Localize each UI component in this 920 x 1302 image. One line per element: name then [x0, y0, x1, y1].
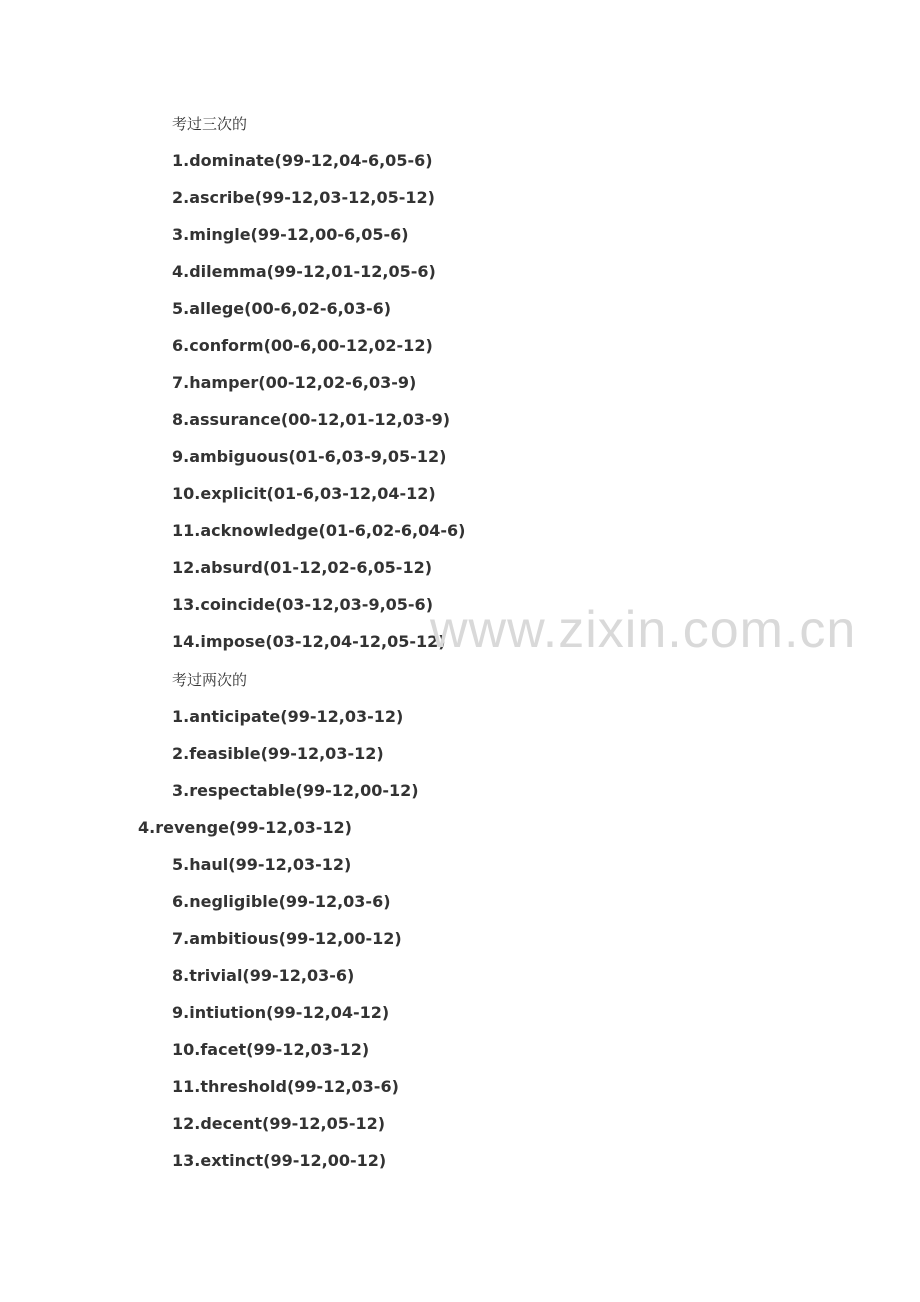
- word-item: 9.ambiguous(01-6,03-9,05-12): [172, 447, 447, 466]
- word-item: 2.ascribe(99-12,03-12,05-12): [172, 188, 435, 207]
- word-item: 1.dominate(99-12,04-6,05-6): [172, 151, 433, 170]
- watermark: www.zixin.com.cn: [430, 601, 857, 659]
- word-item: 6.negligible(99-12,03-6): [172, 892, 391, 911]
- section-heading-two-times: 考过两次的: [172, 671, 248, 689]
- word-item: 14.impose(03-12,04-12,05-12): [172, 632, 446, 651]
- section-heading-three-times: 考过三次的: [172, 115, 248, 133]
- word-item: 8.assurance(00-12,01-12,03-9): [172, 410, 451, 429]
- word-item: 6.conform(00-6,00-12,02-12): [172, 336, 433, 355]
- word-item: 5.allege(00-6,02-6,03-6): [172, 299, 392, 318]
- word-item: 12.decent(99-12,05-12): [172, 1114, 386, 1133]
- word-item: 12.absurd(01-12,02-6,05-12): [172, 558, 433, 577]
- word-item: 7.hamper(00-12,02-6,03-9): [172, 373, 417, 392]
- word-item: 13.coincide(03-12,03-9,05-6): [172, 595, 433, 614]
- word-item: 3.respectable(99-12,00-12): [172, 781, 419, 800]
- word-item: 2.feasible(99-12,03-12): [172, 744, 384, 763]
- word-item: 10.explicit(01-6,03-12,04-12): [172, 484, 436, 503]
- word-item: 13.extinct(99-12,00-12): [172, 1151, 387, 1170]
- word-item: 4.revenge(99-12,03-12): [138, 818, 352, 837]
- word-item: 11.acknowledge(01-6,02-6,04-6): [172, 521, 466, 540]
- word-item: 4.dilemma(99-12,01-12,05-6): [172, 262, 436, 281]
- word-item: 10.facet(99-12,03-12): [172, 1040, 370, 1059]
- word-item: 3.mingle(99-12,00-6,05-6): [172, 225, 409, 244]
- word-item: 9.intiution(99-12,04-12): [172, 1003, 390, 1022]
- word-item: 8.trivial(99-12,03-6): [172, 966, 355, 985]
- word-item: 7.ambitious(99-12,00-12): [172, 929, 402, 948]
- word-item: 1.anticipate(99-12,03-12): [172, 707, 404, 726]
- word-item: 5.haul(99-12,03-12): [172, 855, 352, 874]
- word-item: 11.threshold(99-12,03-6): [172, 1077, 399, 1096]
